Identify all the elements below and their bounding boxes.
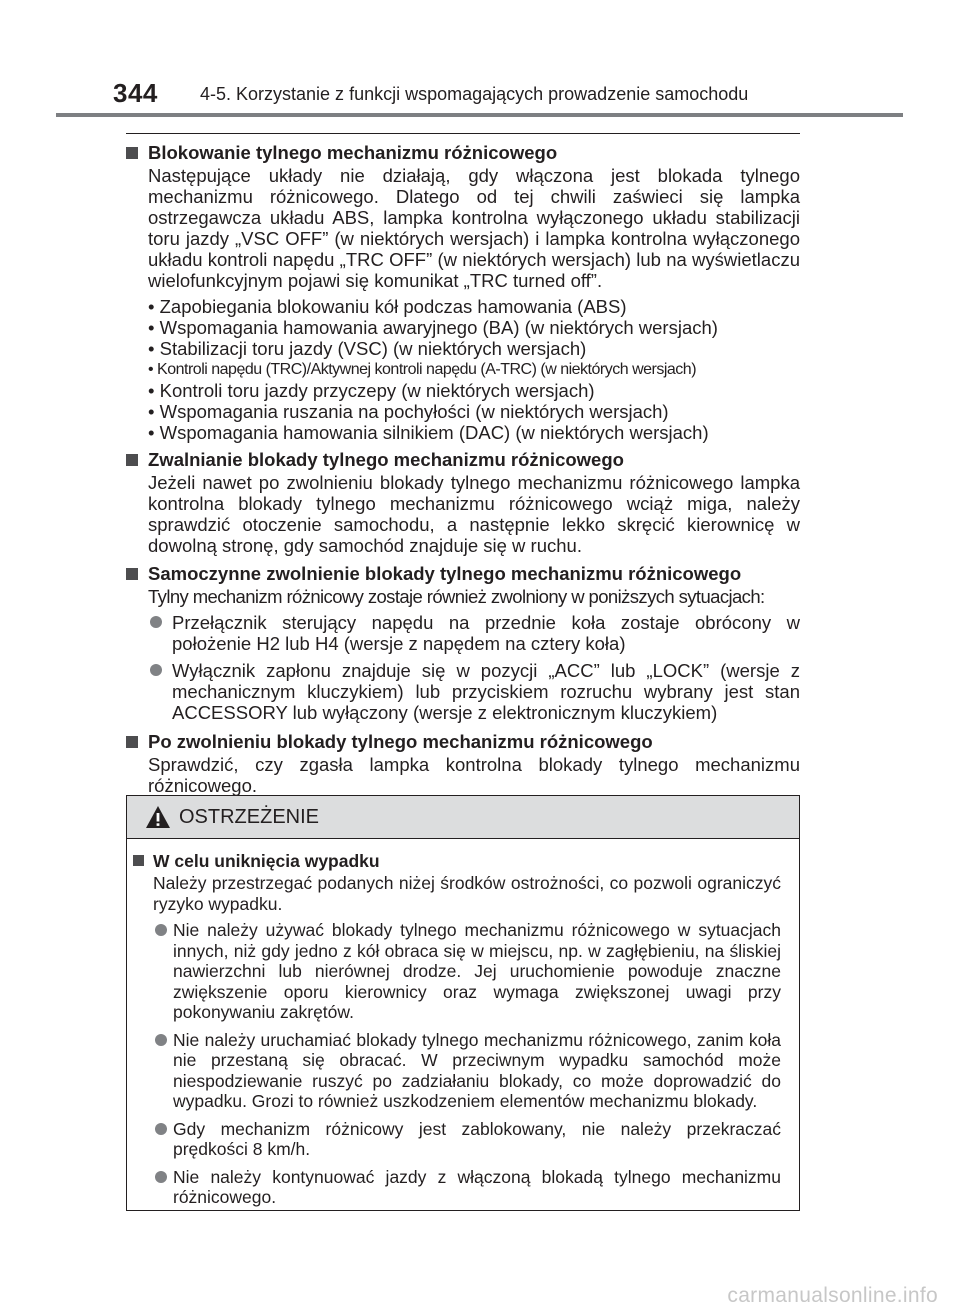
list-item: • Stabilizacji toru jazdy (VSC) (w niektórych wersjach) [148, 338, 587, 359]
section-paragraph: Jeżeli nawet po zwolnieniu blokady tylnego mechanizmu różnicowego lampka kontrolna blokady tylnego mechanizmu różnicowego wciąż miga, należy sprawdzić otoczenie samochodu, a następnie lekko skręcić kierownicę w dowolną stronę, gdy samochód znajduje się w ruchu. [148, 472, 800, 556]
section-heading: Blokowanie tylnego mechanizmu różnicowego [126, 140, 800, 165]
square-bullet-icon [126, 568, 138, 580]
warning-heading: W celu uniknięcia wypadku [133, 849, 781, 873]
circle-bullet-icon [155, 1123, 167, 1135]
list-item: Nie należy uruchamiać blokady tylnego mechanizmu różnicowego, zanim koła nie przestaną się obracać. W przeciwnym wypadku samochód może niespodziewanie ruszyć po zadziałaniu blokady, co może doprowadzić do wypadku. Grozi to również uszkodzeniem elementów mechanizmu blokady. [133, 1030, 781, 1112]
warning-triangle-icon [145, 805, 171, 829]
circle-bullet-icon [155, 1034, 167, 1046]
watermark: carmanualsonline.info [727, 1284, 938, 1307]
list-item: • Wspomagania ruszania na pochyłości (w niektórych wersjach) [148, 401, 669, 422]
section-zwalnianie [126, 447, 800, 556]
section-samoczynne [126, 561, 800, 723]
list-item: Nie należy używać blokady tylnego mechanizmu różnicowego w sytuacjach innych, niż gdy jedno z kół obraca się w miejscu, np. w zagłębieniu, na śliskiej nawierzchni lub nierównej drodze. Jej uruchomienie powoduje znaczne zwiększenie oporu kierownicy oraz wymaga zwiększonej uwagi przy pokonywaniu zakrętów. [133, 920, 781, 1023]
content-top-rule [126, 133, 800, 134]
list-item: • Wspomagania hamowania awaryjnego (BA) (w niektórych wersjach) [148, 317, 718, 338]
section-blokowanie [126, 140, 800, 443]
circle-bullet-icon [150, 616, 162, 628]
warning-box [126, 795, 800, 1211]
list-item: • Wspomagania hamowania silnikiem (DAC) (w niektórych wersjach) [148, 422, 709, 443]
warning-body [127, 839, 799, 1208]
warning-label: OSTRZEŻENIE [179, 806, 320, 828]
square-bullet-icon [126, 454, 138, 466]
section-paragraph: Tylny mechanizm różnicowy zostaje również zwolniony w poniższych sytuacjach: [148, 586, 765, 607]
list-item: • Zapobiegania blokowaniu kół podczas hamowania (ABS) [148, 296, 627, 317]
header-rule [56, 113, 903, 117]
circle-bullet-icon [155, 924, 167, 936]
system-list [148, 296, 800, 443]
list-item: Przełącznik sterujący napędu na przednie koła zostaje obrócony w położenie H2 lub H4 (wersje z napędem na cztery koła) [126, 612, 800, 654]
section-heading: Po zwolnieniu blokady tylnego mechanizmu różnicowego [126, 729, 800, 754]
circle-bullet-icon [150, 664, 162, 676]
main-content [126, 140, 800, 801]
list-item: Nie należy kontynuować jazdy z włączoną blokadą tylnego mechanizmu różnicowego. [133, 1167, 781, 1208]
square-bullet-icon [126, 736, 138, 748]
list-item: • Kontroli toru jazdy przyczepy (w niektórych wersjach) [148, 380, 595, 401]
section-heading: Samoczynne zwolnienie blokady tylnego mechanizmu różnicowego [126, 561, 800, 586]
section-heading: Zwalnianie blokady tylnego mechanizmu różnicowego [126, 447, 800, 472]
section-po-zwolnieniu [126, 729, 800, 796]
square-bullet-icon [126, 147, 138, 159]
circle-bullet-icon [155, 1171, 167, 1183]
section-paragraph: Następujące układy nie działają, gdy włączona jest blokada tylnego mechanizmu różnicowego. Dlatego od tej chwili zaświeci się lampka ostrzegawcza układu ABS, lampka kontrolna wyłączonego układu stabilizacji toru jazdy „VSC OFF” (w niektórych wersjach) i lampka kontrolna wyłączonego układu kontroli napędu „TRC OFF” (w niektórych wersjach) lub na wyświetlaczu wielofunkcyjnym pojawi się komunikat „TRC turned off”. [148, 165, 800, 291]
page-header [0, 0, 960, 120]
warning-header [127, 796, 799, 839]
list-item: • Kontroli napędu (TRC)/Aktywnej kontroli napędu (A-TRC) (w niektórych wersjach) [148, 361, 697, 378]
square-bullet-icon [133, 855, 144, 866]
list-item: Gdy mechanizm różnicowy jest zablokowany, nie należy przekraczać prędkości 8 km/h. [133, 1119, 781, 1160]
chapter-title: 4-5. Korzystanie z funkcji wspomagających prowadzenie samochodu [200, 84, 749, 104]
section-paragraph: Sprawdzić, czy zgasła lampka kontrolna blokady tylnego mechanizmu różnicowego. [148, 754, 800, 796]
list-item: Wyłącznik zapłonu znajduje się w pozycji „ACC” lub „LOCK” (wersje z mechanicznym kluczykiem) lub przyciskiem rozruchu wybrany jest stan ACCESSORY lub wyłączony (wersje z elektronicznym kluczykiem) [126, 660, 800, 723]
page-number: 344 [113, 78, 158, 108]
warning-paragraph: Należy przestrzegać podanych niżej środków ostrożności, co pozwoli ograniczyć ryzyko wypadku. [153, 873, 781, 914]
